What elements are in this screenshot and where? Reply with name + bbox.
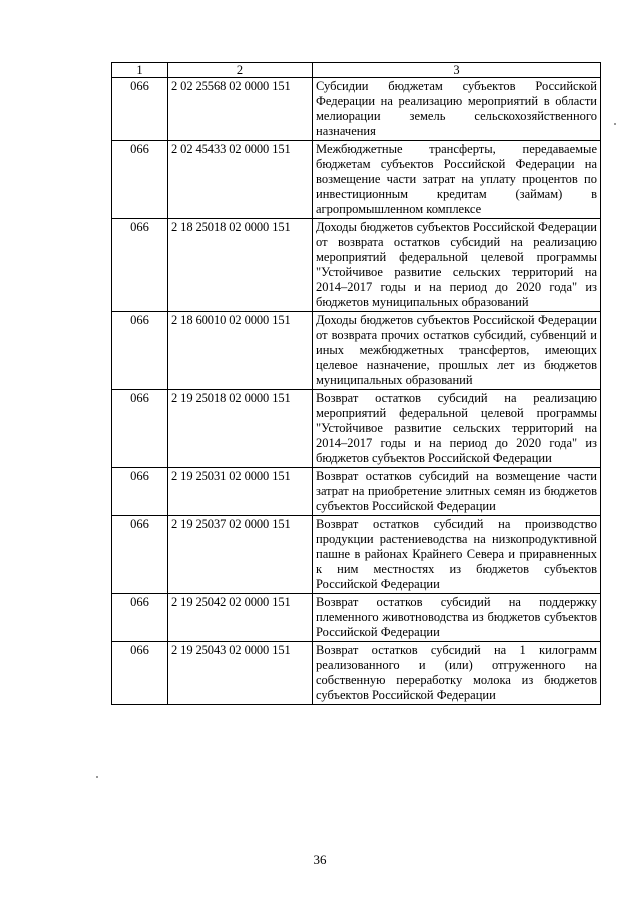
revenue-code-cell: 2 19 25043 02 0000 151 xyxy=(168,642,313,705)
scan-speck xyxy=(614,123,616,125)
page-number: 36 xyxy=(313,852,327,867)
revenue-name-cell: Возврат остатков субсидий на реализацию мероприятий федеральной целевой программы "Устойчивое развитие сельских территорий на 2014–2017 годы и на период до 2020 года" из бюджетов субъектов Российской Федерации xyxy=(313,390,601,468)
table-row xyxy=(112,642,601,705)
admin-code-cell: 066 xyxy=(112,141,168,219)
revenue-name-cell: Возврат остатков субсидий на возмещение части затрат на приобретение элитных семян из бюджетов субъектов Российской Федерации xyxy=(313,468,601,516)
table-row xyxy=(112,390,601,468)
revenue-code-cell: 2 19 25037 02 0000 151 xyxy=(168,516,313,594)
revenue-name-cell: Возврат остатков субсидий на 1 килограмм реализованного и (или) отгруженного на собственную переработку молока из бюджетов субъектов Российской Федерации xyxy=(313,642,601,705)
column-header-3: 3 xyxy=(313,63,601,78)
revenue-code-cell: 2 19 25042 02 0000 151 xyxy=(168,594,313,642)
table-row xyxy=(112,594,601,642)
revenue-code-cell: 2 02 25568 02 0000 151 xyxy=(168,78,313,141)
admin-code-cell: 066 xyxy=(112,468,168,516)
revenue-name-cell: Субсидии бюджетам субъектов Российской Федерации на реализацию мероприятий в области мелиорации земель сельскохозяйственного назначения xyxy=(313,78,601,141)
admin-code-cell: 066 xyxy=(112,78,168,141)
revenue-code-cell: 2 18 25018 02 0000 151 xyxy=(168,219,313,312)
revenue-name-cell: Межбюджетные трансферты, передаваемые бюджетам субъектов Российской Федерации на возмещение части затрат на уплату процентов по инвестиционным кредитам (займам) в агропромышленном комплексе xyxy=(313,141,601,219)
revenue-code-cell: 2 19 25018 02 0000 151 xyxy=(168,390,313,468)
revenue-name-cell: Доходы бюджетов субъектов Российской Федерации от возврата остатков субсидий на реализацию мероприятий федеральной целевой программы "Устойчивое развитие сельских территорий на 2014–2017 годы и на период до 2020 года" из бюджетов муниципальных образований xyxy=(313,219,601,312)
revenue-code-cell: 2 18 60010 02 0000 151 xyxy=(168,312,313,390)
revenue-name-cell: Доходы бюджетов субъектов Российской Федерации от возврата прочих остатков субсидий, субвенций и иных межбюджетных трансфертов, имеющих целевое назначение, прошлых лет из бюджетов муниципальных образований xyxy=(313,312,601,390)
document-table xyxy=(111,62,601,705)
admin-code-cell: 066 xyxy=(112,312,168,390)
table-row xyxy=(112,312,601,390)
table-row xyxy=(112,516,601,594)
table-row xyxy=(112,219,601,312)
admin-code-cell: 066 xyxy=(112,594,168,642)
admin-code-cell: 066 xyxy=(112,390,168,468)
column-header-1: 1 xyxy=(112,63,168,78)
revenue-name-cell: Возврат остатков субсидий на производство продукции растениеводства на низкопродуктивной пашне в районах Крайнего Севера и приравненных к ним местностях из бюджетов субъектов Российской Федерации xyxy=(313,516,601,594)
revenue-name-cell: Возврат остатков субсидий на поддержку племенного животноводства из бюджетов субъектов Российской Федерации xyxy=(313,594,601,642)
admin-code-cell: 066 xyxy=(112,642,168,705)
revenue-code-cell: 2 02 45433 02 0000 151 xyxy=(168,141,313,219)
table-row xyxy=(112,468,601,516)
admin-code-cell: 066 xyxy=(112,516,168,594)
column-header-2: 2 xyxy=(168,63,313,78)
table-row xyxy=(112,78,601,141)
table-header-row xyxy=(112,63,601,78)
scan-speck xyxy=(96,776,98,778)
revenue-code-cell: 2 19 25031 02 0000 151 xyxy=(168,468,313,516)
admin-code-cell: 066 xyxy=(112,219,168,312)
table-row xyxy=(112,141,601,219)
